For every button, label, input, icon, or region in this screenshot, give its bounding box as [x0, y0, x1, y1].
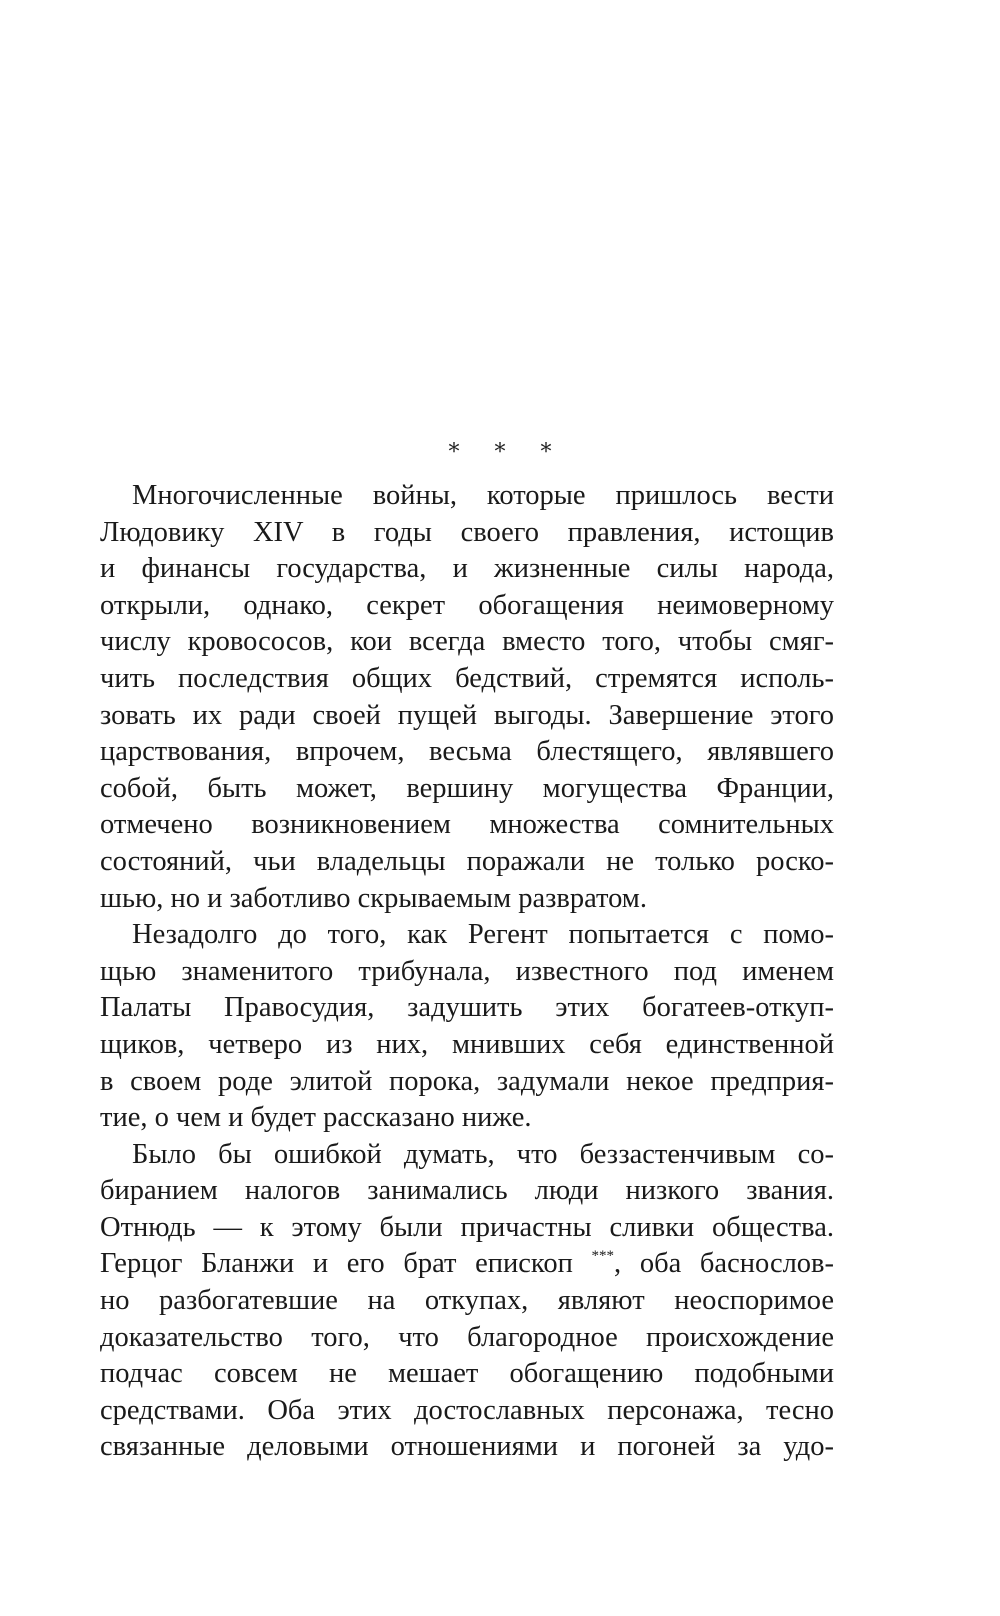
text-line: в своем роде элитой порока, задумали некое предприя- [100, 1065, 834, 1097]
text-line: Многочисленные войны, которые пришлось вести [132, 480, 834, 511]
text-line: щью знаменитого трибунала, известного под именем [100, 955, 834, 987]
footnote-mark: *** [591, 1248, 615, 1265]
text-line: Незадолго до того, как Регент попытается с помо- [132, 919, 834, 951]
text-line: доказательство того, что благородное происхождение [100, 1321, 834, 1353]
text-line: щиков, четверо из них, мнивших себя единственной [100, 1028, 834, 1060]
paragraph-2 [100, 917, 834, 1137]
text-line: но разбогатевшие на откупах, являют неоспоримое [100, 1285, 834, 1317]
text-line: Отнюдь — к этому были причастны сливки общества. [100, 1211, 834, 1243]
section-separator: * * * [448, 440, 566, 465]
text-line: состояний, чьи владельцы поражали не только роско- [100, 845, 834, 877]
text-line: шью, но и заботливо скрываемым развратом. [100, 882, 647, 914]
text-line: биранием налогов занимались люди низкого звания. [100, 1175, 834, 1207]
text-line: средствами. Оба этих достославных персонажа, тесно [100, 1394, 834, 1426]
text-line: царствования, впрочем, весьма блестящего, являвшего [100, 736, 834, 768]
text-line: подчас совсем не мешает обогащению подобными [100, 1358, 834, 1390]
text-line: Было бы ошибкой думать, что беззастенчивым со- [132, 1138, 834, 1170]
text-line: Людовику XIV в годы своего правления, истощив [100, 516, 834, 548]
text-line-tail: , оба баснослов- [614, 1248, 835, 1280]
text-line: связанные деловыми отношениями и погоней за удо- [100, 1431, 834, 1463]
text-line: зовать их ради своей пущей выгоды. Завершение этого [100, 699, 834, 731]
text-line-head: Герцог Бланжи и его брат епископ [100, 1248, 573, 1280]
text-line: открыли, однако, секрет обогащения неимоверному [100, 589, 834, 621]
text-line: тие, о чем и будет рассказано ниже. [100, 1102, 532, 1134]
paragraph-1 [100, 478, 834, 917]
text-line: собой, быть может, вершину могущества Франции, [100, 772, 834, 804]
body-text [100, 478, 834, 1466]
text-line: отмечено возникновением множества сомнительных [100, 809, 834, 841]
text-line-with-footnote [100, 1246, 834, 1283]
paragraph-3 [100, 1137, 834, 1466]
text-line: числу кровососов, кои всегда вместо того, чтобы смяг- [100, 626, 834, 658]
text-line: и финансы государства, и жизненные силы народа, [100, 553, 834, 585]
text-line: Палаты Правосудия, задушить этих богатеев-откуп- [100, 992, 834, 1024]
text-line: чить последствия общих бедствий, стремятся исполь- [100, 662, 834, 694]
